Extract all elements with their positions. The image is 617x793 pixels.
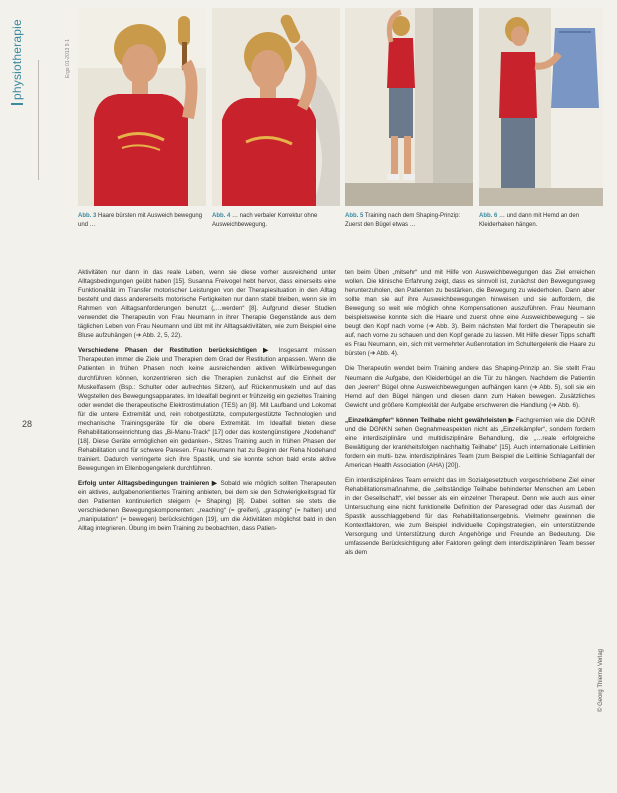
photo-abb-3 [78,8,206,206]
figure-captions [78,212,603,242]
paragraph-text: Ein interdisziplinäres Team erreicht das im Sozialgesetzbuch vorgeschriebene Ziel einer Rehabilitationsmaßnahme, die „selbständige Teilhabe behinderter Menschen am Leben in der Gesellschaft“, viel besser als ein einzelner Therapeut. Denn wie auch aus einer Untersuchung eine nicht funktionelle Definition der Paresegrad oder das Ausmaß der Spastik ausschlaggebend für das Rehabilitationsergebnis. Vielmehr gewinnen die Kontextfaktoren, wie zum Beispiel individuelle Copingstrategien, ein unterstützende Versorgung und Unterstützung durch Angehörige und Freunde an Bedeutung. Die umfassende Berücksichtigung aller Faktoren gelingt dem interdisziplinären Team besser als dem [345,476,595,557]
paragraph-heading: Verschiedene Phasen der Restitution berücksichtigen ▶ [78,347,273,355]
caption-label: Abb. 6 [479,213,498,219]
paragraph [345,416,595,470]
paragraph-text: Fachgremien wie die DGNR und die DGNKN sehen Gegnahmeaspekten nicht als „Einzelkämpfer“, sondern fordern eine interdisziplinäre und multidisziplinäre Behandlung, die „…reale erfolgreiche Bewältigung der krankheitsfolgen nachhaltig Teilhabe“ [15]. Auch internationale Leitlinien fordern ein multi- bzw. interdisziplinäres Team (zum Beispiel die Leitlinie Schlaganfall der American Health Association (AHA) [20]). [345,416,595,469]
publisher-note: © Georg Thieme Verlag [598,648,604,712]
photo-abb-6 [479,8,603,206]
brand-physio: physio [10,64,24,100]
caption-label: Abb. 5 [345,213,364,219]
photo-abb-4-image [212,8,340,206]
photo-abb-3-image [78,8,206,206]
paragraph-text: Die Therapeutin wendet beim Training andere das Shaping-Prinzip an. Sie stellt Frau Neumann die Aufgabe, den Kleiderbügel an die Tür zu hängen. Nachdem die Patientin den „leeren“ Bügel ohne Ausweichbewegungen aufhängen kann (➔ Abb. 5), soll sie ein Hemd auf den Bügel hängen und diesen dann zum Haken bewegen. Zusätzliches Gewicht und größere Komplexität der Aufgabe erschweren die Handlung (➔ Abb. 6). [345,365,595,409]
page-number: 28 [22,419,33,429]
paragraph-heading: „Einzelkämpfer“ können Teilhabe nicht gewährleisten ▶ [345,416,514,424]
text-column-left [78,268,336,539]
text-column-right [345,268,595,563]
paragraph [78,479,336,533]
section-label [10,0,24,105]
paragraph [345,364,595,409]
issue-code: Ergo 01-2013 9·1 [65,39,71,78]
caption-abb-4 [212,212,340,230]
paragraph [78,346,336,473]
photo-abb-5 [345,8,473,206]
paragraph [345,268,595,358]
caption-text: … und dann mit Hemd an den Kleiderhaken hängen. [479,213,580,228]
paragraph-text: Insgesamt müssen Therapeuten immer die Ziele und Therapien dem Grad der Restitution anpassen. Wenn die Patienten in frühen Phasen noch keine ausreichenden aktiven Willkürbewegungen durchführen können, konzentrieren sich die Therapien zunächst auf die Einheit der Muskelfasern (Bsp.: Schulter oder aufrechtes Sitzen), auf Rückenmuskeln und auf das Wegstellen des Bewegungsapparates. Im Idealfall beginnt er frühzeitig ein gezieltes Training oder wendet die therapeutische Elektrostimulation (TES) an [8]. Mit Laufband und Lokomat für die untere Extremität und, rein robotgestützte, computergestützte Technologien und mechanische Trainingsgeräte für die obere Extremität. Im Idealfall bieten diese Rehabilitationseinrichtung das „Bi-Manu-Track“ [17] oder das kostengünstigere „Nodehand“ [18]. Diese Geräte ermöglichen ein gedanken-, Sitzes Training auch in frühen Phasen der Rehabilitation und für schwere Paresen. Frau Neumann hat zu Beginn der Reha Nodehand trainiert. Dadurch verringerte sich ihre Spastik, und sie konnte schon bald erste aktive Bewegungen im Ellenbogengelenk durchführen. [78,347,336,472]
photo-abb-6-image [479,8,603,206]
caption-text: Haare bürsten mit Ausweich bewegung und … [78,213,203,228]
paragraph-text: ten beim Üben „mitsehr“ und mit Hilfe von Ausweichbewegungen das Ziel erreichen wollen. Die klinische Erfahrung zeigt, dass es sinnvoll ist, zunächst den Bewegungsweg herunterzuholen, den Patienten zu bestärken, die Bewegung zu wiederholen. Dann aber sollte man sie auf ihre Ausweichbewegungen hinweisen und sie auffordern, die Bewegung so weit wie möglich ohne Kompensationen auszuführen. Frau Neumann beispielsweise konnte sich die Haare und zuerst ohne eine Ausweichbewegung – sie beugt den Kopf nach vorne (➔ Abb. 3). Beim nächsten Mal fordert die Therapeutin sie auf, nach vorne zu schauen und den Kopf gerade zu lassen. Mit Hilfe dieser Tipps schafft es Frau Neumann, ein, sich mit vermehrter Außenrotation im Schultergelenk die Haare zu bürsten (➔ Abb. 4). [345,269,595,358]
photo-abb-5-image [345,8,473,206]
photo-abb-4 [212,8,340,206]
brand-bar [11,103,23,105]
caption-abb-6 [479,212,603,230]
paragraph [345,476,595,557]
paragraph [78,268,336,340]
caption-abb-3 [78,212,206,230]
caption-abb-5 [345,212,469,230]
paragraph-text: Aktivitäten nur dann in das reale Leben, wenn sie diese vorher ausreichend unter Alltagsbedingungen geübt haben [15]. Susanna Freivogel hebt hervor, dass einerseits eine Funktionalität im Transfer motorischer Leistungen von der Therapiesituation in den Alltag besteht und dass andererseits motorische Fertigkeiten nur dann stabil bleiben, wenn sie im Rahmen von Alltagsanforderungen benutzt („…werden“ [8]. Aufgrund dieser Studien verwendet die Therapeutin von Frau Neumann in ihrer Therapie Gegenstände aus dem täglichen Leben von Frau Neumann und übt mit ihr Alltagsaktivitäten, wie zum Beispiel eine Bluse aufzuhängen (➔ Abb. 2, 5, 22). [78,269,336,340]
caption-text: Training nach dem Shaping-Prinzip: Zuerst den Bügel etwas … [345,213,461,228]
caption-label: Abb. 3 [78,213,97,219]
side-divider [38,60,39,180]
caption-text: … nach verbaler Korrektur ohne Ausweichbewegung. [212,213,318,228]
paragraph-heading: Erfolg unter Alltagsbedingungen trainieren ▶ [78,480,218,488]
brand-therapie: therapie [10,19,24,65]
paragraph-text: Sobald wie möglich sollten Therapeuten ein aktives, aufgabenorientiertes Training anbieten, bei dem sie den Schwierigkeitsgrad für den Patienten kontinuierlich steigern (= Shaping) [8]. Dabei sollten sie stets die verschiedenen Bewegungskomponenten: „reaching“ (= greifen), „grasping“ (= halten) und „manipulation“ (= bewegen) berücksichtigen [19], um die Aktivitäten möglichst bald in den Alltag integrieren. Übung im beim Training zu beobachten, dass Patien- [78,480,336,533]
caption-label: Abb. 4 [212,213,231,219]
